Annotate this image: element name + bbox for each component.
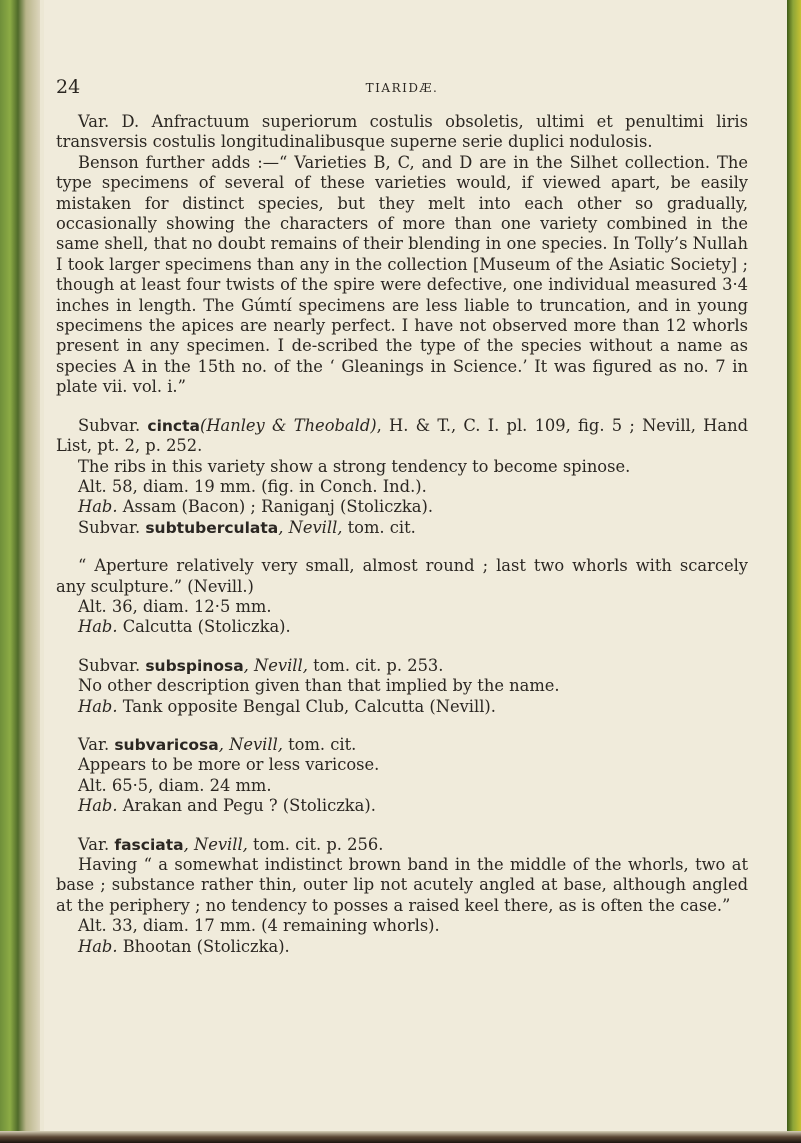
book-edge-right bbox=[787, 0, 801, 1143]
taxon-rank: Var. bbox=[78, 734, 115, 754]
measurement-text: Alt. 36, diam. 12·5 mm. bbox=[78, 596, 272, 616]
taxon-heading bbox=[56, 656, 748, 676]
habitat-label: Hab. bbox=[78, 936, 118, 956]
habitat-line bbox=[56, 796, 748, 816]
page-body bbox=[56, 112, 748, 957]
habitat-label: Hab. bbox=[78, 617, 118, 637]
taxon-name: cincta bbox=[147, 416, 200, 435]
taxon-reference: tom. cit. bbox=[282, 734, 357, 754]
habitat-line bbox=[56, 937, 748, 957]
habitat-text: Arakan and Pegu ? (Stoliczka). bbox=[117, 796, 376, 816]
paragraph-text: Appears to be more or less varicose. bbox=[78, 755, 380, 775]
habitat-line bbox=[56, 497, 748, 517]
habitat-line bbox=[56, 617, 748, 637]
running-head: TIARIDÆ. bbox=[365, 81, 439, 95]
measurement-line bbox=[56, 916, 748, 936]
habitat-text: Assam (Bacon) ; Raniganj (Stoliczka). bbox=[117, 497, 434, 517]
taxon-reference: , H. & T., C. I. pl. 109, fig. 5 ; Nevill, Hand List, pt. 2, p. 252. bbox=[56, 415, 748, 456]
measurement-line bbox=[56, 477, 748, 497]
body-paragraph bbox=[56, 676, 748, 696]
body-paragraph bbox=[56, 755, 748, 775]
taxon-name: subtuberculata bbox=[145, 518, 279, 537]
habitat-line bbox=[56, 697, 748, 717]
page-bottom-edge bbox=[0, 1131, 801, 1143]
habitat-label: Hab. bbox=[78, 796, 118, 816]
habitat-label: Hab. bbox=[78, 497, 118, 517]
taxon-heading bbox=[56, 518, 748, 538]
measurement-text: Alt. 58, diam. 19 mm. (fig. in Conch. Ind.). bbox=[78, 476, 427, 496]
paragraph-text: No other description given than that implied by the name. bbox=[78, 676, 560, 696]
page-number: 24 bbox=[56, 76, 81, 98]
taxon-rank: Subvar. bbox=[78, 415, 148, 435]
taxon-name: subspinosa bbox=[145, 656, 244, 675]
paragraph-lead: Var. D. bbox=[78, 112, 140, 131]
book-binding-left bbox=[0, 0, 40, 1143]
habitat-label: Hab. bbox=[78, 696, 118, 716]
habitat-text: Bhootan (Stoliczka). bbox=[117, 936, 290, 956]
body-paragraph bbox=[56, 855, 748, 916]
taxon-reference: tom. cit. bbox=[342, 517, 416, 537]
taxon-heading bbox=[56, 416, 748, 457]
page-header bbox=[56, 76, 748, 100]
taxon-reference: tom. cit. p. 253. bbox=[307, 655, 444, 675]
measurement-text: Alt. 65·5, diam. 24 mm. bbox=[78, 775, 272, 795]
habitat-text: Calcutta (Stoliczka). bbox=[117, 617, 291, 637]
taxon-author: , Nevill, bbox=[278, 517, 343, 537]
body-paragraph bbox=[56, 457, 748, 477]
paragraph-text: Having “ a somewhat indistinct brown band in the middle of the whorls, two at base ; substance rather thin, outer lip not acutely angled at base, although angled at the periphery ; no tendency to posses a raised keel there, as is often the case.” bbox=[56, 855, 748, 915]
taxon-author: , Nevill, bbox=[218, 734, 283, 754]
paragraph-text: “ Aperture relatively very small, almost round ; last two whorls with scarcely any sculpture.” (Nevill.) bbox=[56, 556, 748, 596]
paragraph-text: Benson further adds :—“ Varieties B, C, and D are in the Silhet collection. The type specimens of several of these varieties would, if viewed apart, be easily mistaken for distinct species, but they melt into each other so gradually, occasionally showing the characters of more than one variety combined in the same shell, that no doubt remains of their blending in one species. In Tolly’s Nullah I took larger specimens than any in the collection [Museum of the Asiatic Society] ; though at least four twists of the spire were defective, one individual measured 3·4 inches in length. The Gúmtí specimens are less liable to truncation, and in young specimens the apices are nearly perfect. I have not observed more than 12 whorls present in any specimen. I de-scribed the type of the species without a name as species A in the 15th no. of the ‘ Gleanings in Science.’ It was figured as no. 7 in plate vii. vol. i.” bbox=[56, 152, 748, 397]
paragraph-text: Anfractuum superiorum costulis obsoletis, ultimi et penultimi liris transversis costulis longitudinalibusque superne serie duplici nodulosis. bbox=[56, 112, 748, 152]
taxon-name: fasciata bbox=[114, 835, 184, 854]
taxon-heading bbox=[56, 735, 748, 755]
taxon-rank: Subvar. bbox=[78, 517, 146, 537]
body-paragraph bbox=[56, 153, 748, 398]
paragraph-text: The ribs in this variety show a strong tendency to become spinose. bbox=[78, 456, 631, 476]
taxon-author: (Hanley & Theobald) bbox=[199, 415, 377, 435]
taxon-author: , Nevill, bbox=[243, 655, 308, 675]
measurement-line bbox=[56, 776, 748, 796]
taxon-heading bbox=[56, 835, 748, 855]
body-paragraph bbox=[56, 556, 748, 597]
measurement-line bbox=[56, 597, 748, 617]
taxon-rank: Subvar. bbox=[78, 655, 146, 675]
body-paragraph bbox=[56, 112, 748, 153]
taxon-rank: Var. bbox=[78, 834, 115, 854]
taxon-author: , Nevill, bbox=[183, 834, 248, 854]
measurement-text: Alt. 33, diam. 17 mm. (4 remaining whorls). bbox=[78, 916, 440, 936]
taxon-reference: tom. cit. p. 256. bbox=[247, 834, 384, 854]
habitat-text: Tank opposite Bengal Club, Calcutta (Nevill). bbox=[117, 696, 496, 716]
taxon-name: subvaricosa bbox=[114, 735, 219, 754]
